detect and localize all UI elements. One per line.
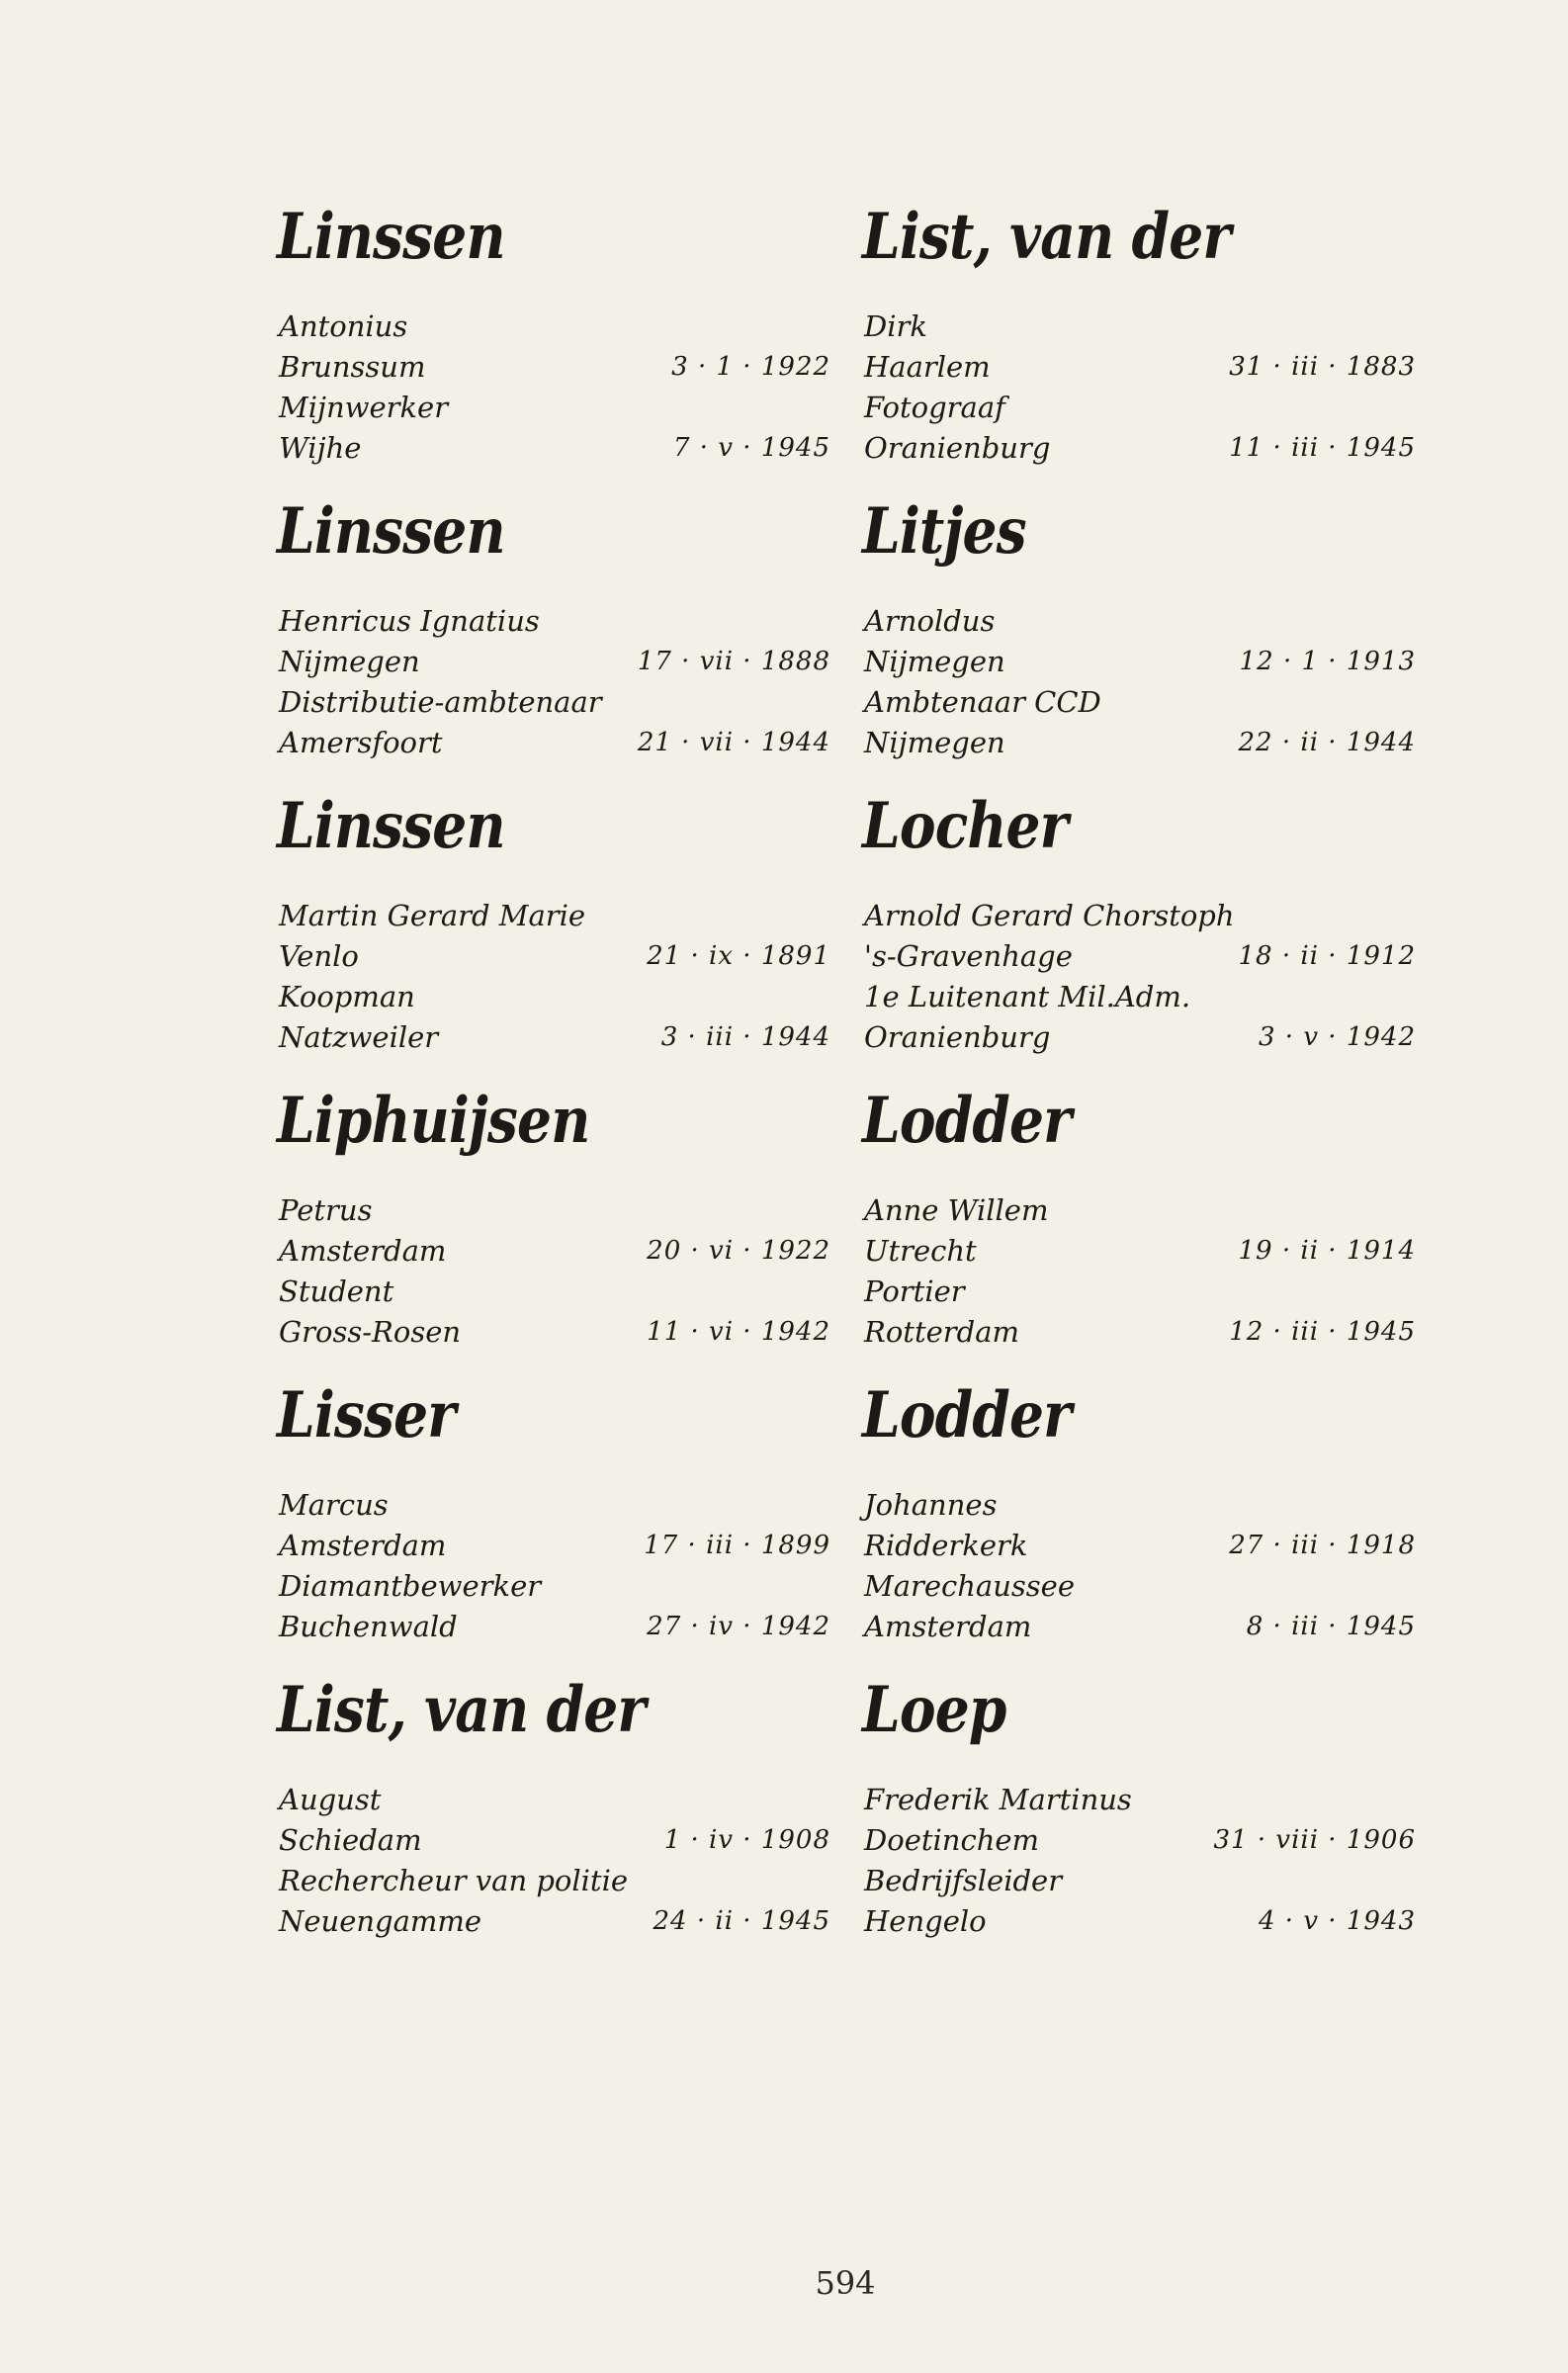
death-date: 27 · iv · 1942 [647, 1612, 830, 1641]
surname: Lodder [862, 1084, 1072, 1158]
given-names: Frederik Martinus [864, 1783, 1132, 1816]
birth-line [862, 936, 1416, 977]
death-line [277, 1017, 830, 1058]
given-names: Antonius [279, 309, 408, 343]
given-names: Marcus [279, 1488, 389, 1522]
birth-line [277, 936, 830, 977]
birth-place: 's-Gravenhage [864, 939, 1073, 973]
birth-line [862, 1820, 1416, 1861]
death-place: Wijhe [279, 431, 362, 465]
birth-line [277, 1231, 830, 1272]
surname: List, van der [277, 1673, 646, 1747]
death-date: 22 · ii · 1944 [1238, 728, 1416, 757]
surname: Lodder [862, 1378, 1072, 1452]
birth-line [862, 1526, 1416, 1566]
surname: Lisser [277, 1378, 456, 1452]
given-names: Petrus [279, 1193, 373, 1227]
person-entry [862, 198, 1416, 492]
given-names: Johannes [864, 1488, 998, 1522]
surname: List, van der [862, 200, 1231, 274]
occupation-line [862, 1861, 1416, 1901]
person-entry [277, 492, 830, 787]
person-entry [862, 1671, 1416, 1966]
birth-date: 20 · vi · 1922 [647, 1236, 830, 1266]
death-place: Neuengamme [279, 1904, 482, 1938]
person-entry [277, 1671, 830, 1966]
death-date: 11 · vi · 1942 [647, 1317, 830, 1347]
occupation-line [862, 1566, 1416, 1607]
occupation-line [862, 682, 1416, 723]
birth-place: Utrecht [864, 1234, 977, 1268]
given-names: Henricus Ignatius [279, 604, 540, 638]
occupation: Student [279, 1274, 394, 1308]
surname: Locher [862, 789, 1068, 863]
person-entry [277, 787, 830, 1082]
person-entry [862, 492, 1416, 787]
left-column [277, 198, 830, 1966]
occupation-line [277, 682, 830, 723]
death-line [862, 1017, 1416, 1058]
birth-place: Nijmegen [864, 645, 1005, 678]
occupation: Diamantbewerker [279, 1569, 542, 1603]
occupation-line [862, 388, 1416, 428]
birth-date: 1 · iv · 1908 [663, 1825, 830, 1855]
occupation: Mijnwerker [279, 391, 449, 424]
given-names: Martin Gerard Marie [279, 899, 586, 932]
birth-date: 27 · iii · 1918 [1229, 1531, 1416, 1560]
death-place: Nijmegen [864, 726, 1005, 759]
surname: Litjes [862, 494, 1026, 569]
death-date: 7 · v · 1945 [673, 433, 830, 463]
birth-line [862, 1231, 1416, 1272]
death-date: 12 · iii · 1945 [1229, 1317, 1416, 1347]
occupation-line [277, 388, 830, 428]
occupation-line [277, 1861, 830, 1901]
given-names-line [862, 601, 1416, 642]
occupation: Ambtenaar CCD [864, 685, 1101, 719]
occupation-line [277, 977, 830, 1017]
death-place: Rotterdam [864, 1315, 1019, 1349]
birth-line [862, 347, 1416, 388]
given-names-line [277, 1780, 830, 1820]
birth-place: Haarlem [864, 350, 991, 384]
birth-date: 3 · 1 · 1922 [671, 352, 830, 382]
death-place: Natzweiler [279, 1020, 439, 1054]
death-place: Oranienburg [864, 1020, 1051, 1054]
death-place: Amersfoort [279, 726, 443, 759]
birth-place: Nijmegen [279, 645, 420, 678]
birth-line [277, 347, 830, 388]
given-names: Arnold Gerard Chorstoph [864, 899, 1235, 932]
given-names-line [862, 1190, 1416, 1231]
person-entry [277, 1082, 830, 1376]
page-number: 594 [815, 2264, 876, 2302]
occupation-line [277, 1566, 830, 1607]
death-date: 24 · ii · 1945 [653, 1906, 830, 1936]
surname: Linssen [277, 494, 505, 569]
birth-line [862, 642, 1416, 682]
occupation: Distributie-ambtenaar [279, 685, 602, 719]
person-entry [277, 198, 830, 492]
person-entry [862, 787, 1416, 1082]
occupation: Koopman [279, 980, 415, 1013]
death-place: Buchenwald [279, 1610, 458, 1643]
person-entry [862, 1376, 1416, 1671]
given-names-line [862, 1780, 1416, 1820]
birth-date: 12 · 1 · 1913 [1239, 647, 1416, 676]
death-date: 4 · v · 1943 [1259, 1906, 1416, 1936]
occupation: Portier [864, 1274, 965, 1308]
death-place: Gross-Rosen [279, 1315, 462, 1349]
death-line [862, 1607, 1416, 1647]
surname: Loep [862, 1673, 1006, 1747]
given-names: August [279, 1783, 382, 1816]
occupation: Bedrijfsleider [864, 1864, 1063, 1897]
birth-line [277, 1526, 830, 1566]
given-names-line [277, 896, 830, 936]
death-place: Hengelo [864, 1904, 987, 1938]
death-line [277, 723, 830, 763]
occupation: Fotograaf [864, 391, 1005, 424]
birth-line [277, 1820, 830, 1861]
occupation: Marechaussee [864, 1569, 1075, 1603]
birth-line [277, 642, 830, 682]
occupation-line [862, 977, 1416, 1017]
death-date: 8 · iii · 1945 [1246, 1612, 1416, 1641]
birth-date: 17 · iii · 1899 [644, 1531, 830, 1560]
birth-place: Amsterdam [279, 1529, 447, 1562]
death-place: Oranienburg [864, 431, 1051, 465]
occupation: 1e Luitenant Mil.Adm. [864, 980, 1191, 1013]
given-names-line [277, 307, 830, 347]
person-entry [862, 1082, 1416, 1376]
given-names-line [277, 601, 830, 642]
death-place: Amsterdam [864, 1610, 1032, 1643]
given-names: Dirk [864, 309, 927, 343]
birth-place: Venlo [279, 939, 359, 973]
death-line [862, 1901, 1416, 1942]
given-names-line [862, 307, 1416, 347]
given-names-line [862, 896, 1416, 936]
given-names: Anne Willem [864, 1193, 1049, 1227]
occupation-line [277, 1272, 830, 1312]
given-names-line [862, 1485, 1416, 1526]
death-line [862, 723, 1416, 763]
birth-date: 17 · vii · 1888 [637, 647, 830, 676]
surname: Linssen [277, 200, 505, 274]
occupation-line [862, 1272, 1416, 1312]
birth-place: Doetinchem [864, 1823, 1040, 1857]
death-line [277, 1312, 830, 1353]
surname: Liphuijsen [277, 1084, 590, 1158]
given-names-line [277, 1190, 830, 1231]
death-date: 3 · v · 1942 [1259, 1022, 1416, 1052]
death-line [862, 428, 1416, 469]
right-column [862, 198, 1416, 1966]
person-entry [277, 1376, 830, 1671]
death-date: 21 · vii · 1944 [637, 728, 830, 757]
birth-place: Brunssum [279, 350, 426, 384]
birth-date: 31 · iii · 1883 [1229, 352, 1416, 382]
birth-date: 18 · ii · 1912 [1238, 941, 1416, 971]
occupation: Rechercheur van politie [279, 1864, 629, 1897]
birth-date: 21 · ix · 1891 [647, 941, 830, 971]
birth-place: Amsterdam [279, 1234, 447, 1268]
birth-place: Schiedam [279, 1823, 422, 1857]
surname: Linssen [277, 789, 505, 863]
death-line [277, 1901, 830, 1942]
given-names: Arnoldus [864, 604, 996, 638]
death-line [277, 1607, 830, 1647]
given-names-line [277, 1485, 830, 1526]
birth-date: 31 · viii · 1906 [1213, 1825, 1416, 1855]
birth-place: Ridderkerk [864, 1529, 1028, 1562]
birth-date: 19 · ii · 1914 [1238, 1236, 1416, 1266]
death-line [277, 428, 830, 469]
death-date: 3 · iii · 1944 [660, 1022, 830, 1052]
death-date: 11 · iii · 1945 [1229, 433, 1416, 463]
death-line [862, 1312, 1416, 1353]
